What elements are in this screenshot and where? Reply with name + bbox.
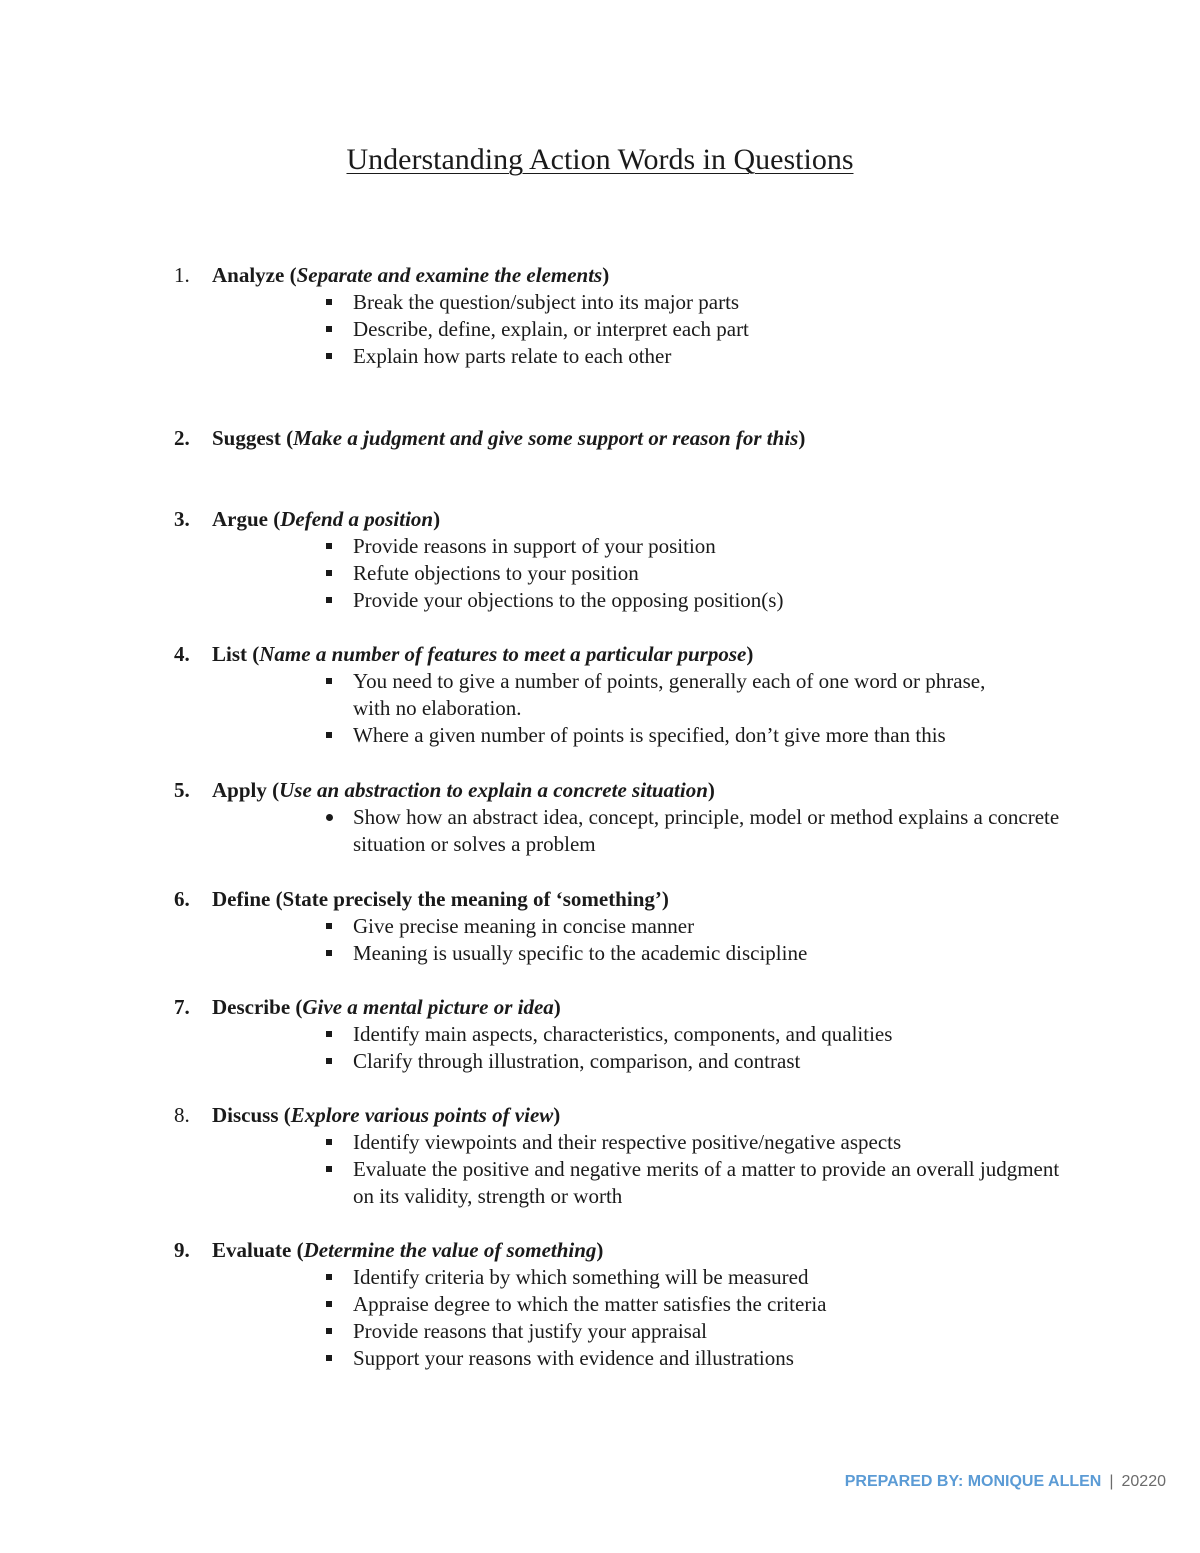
bullet-text: Support your reasons with evidence and illustrations (353, 1346, 794, 1370)
bullet-text: Provide your objections to the opposing position(s) (353, 588, 784, 612)
square-bullet-icon (319, 289, 339, 316)
bullet-item (174, 343, 1134, 370)
square-bullet-icon (319, 1156, 339, 1183)
bullet-item (174, 913, 1134, 940)
bullet-text: You need to give a number of points, generally each of one word or phrase, with no elaboration. (353, 669, 986, 720)
bullet-item (174, 587, 1134, 614)
paren-close: ) (707, 778, 715, 802)
item-description: Defend a position (280, 507, 434, 531)
item-heading (174, 886, 1134, 913)
square-bullet-icon (319, 560, 339, 587)
bullet-text: Explain how parts relate to each other (353, 344, 672, 368)
bullet-item (174, 940, 1134, 967)
item-name: Discuss (212, 1103, 279, 1127)
bullet-text: Appraise degree to which the matter satisfies the criteria (353, 1292, 827, 1316)
bullet-text: Show how an abstract idea, concept, principle, model or method explains a concrete situation or solves a problem (353, 805, 1060, 856)
paren-close: ) (602, 263, 610, 287)
item-argue (174, 506, 1134, 614)
item-description: Separate and examine the elements (296, 263, 603, 287)
square-bullet-icon (319, 940, 339, 967)
footer-code: 20220 (1121, 1473, 1166, 1490)
item-discuss (174, 1102, 1134, 1210)
paren-open: ( (268, 507, 281, 531)
item-evaluate (174, 1237, 1134, 1372)
square-bullet-icon (319, 533, 339, 560)
bullet-text: Identify viewpoints and their respective positive/negative aspects (353, 1130, 902, 1154)
item-name: Apply (212, 778, 267, 802)
item-name: Describe (212, 995, 291, 1019)
item-description: Make a judgment and give some support or reason for this (293, 426, 799, 450)
paren-open: ( (291, 1238, 304, 1262)
prepared-by: PREPARED BY: MONIQUE ALLEN (844, 1473, 1102, 1490)
item-number: 6. (174, 887, 190, 911)
page-footer (845, 1473, 1166, 1491)
item-suggest (174, 425, 1134, 452)
bullet-text: Give precise meaning in concise manner (353, 914, 695, 938)
item-number: 7. (174, 995, 190, 1019)
bullet-item (174, 722, 1134, 749)
paren-close: ) (798, 426, 806, 450)
item-description: Use an abstraction to explain a concrete situation (279, 778, 708, 802)
bullet-item (174, 1318, 1134, 1345)
bullet-text: Evaluate the positive and negative merits of a matter to provide an overall judgment on its validity, strength or worth (353, 1157, 1060, 1208)
square-bullet-icon (319, 1021, 339, 1048)
bullet-item (174, 1129, 1134, 1156)
item-heading (174, 1237, 1134, 1264)
bullet-item (174, 1264, 1134, 1291)
bullet-text: Provide reasons in support of your position (353, 534, 716, 558)
bullet-text: Clarify through illustration, comparison, and contrast (353, 1049, 801, 1073)
item-name: Suggest (212, 426, 281, 450)
item-apply (174, 777, 1134, 858)
bullet-text: Describe, define, explain, or interpret each part (353, 317, 749, 341)
bullet-item (174, 1291, 1134, 1318)
bullet-text: Break the question/subject into its major parts (353, 290, 740, 314)
paren-close: ) (553, 995, 561, 1019)
square-bullet-icon (319, 668, 339, 695)
item-description: Determine the value of something (303, 1238, 597, 1262)
paren-close: ) (433, 507, 441, 531)
page-title: Understanding Action Words in Questions (346, 143, 854, 176)
item-heading (174, 641, 1134, 668)
bullet-text: Provide reasons that justify your appraisal (353, 1319, 708, 1343)
item-name: Define (State precisely the meaning of ‘something’) (212, 887, 669, 911)
square-bullet-icon (319, 1048, 339, 1075)
square-bullet-icon (319, 316, 339, 343)
bullet-text: Refute objections to your position (353, 561, 639, 585)
item-heading (174, 1102, 1134, 1129)
bullet-item (174, 1345, 1134, 1372)
bullet-item (174, 560, 1134, 587)
item-number: 4. (174, 642, 190, 666)
bullet-text: Where a given number of points is specified, don’t give more than this (353, 723, 946, 747)
item-number: 3. (174, 507, 190, 531)
square-bullet-icon (319, 722, 339, 749)
item-heading (174, 425, 1134, 452)
item-name: Analyze (212, 263, 285, 287)
item-number: 8. (174, 1103, 190, 1127)
item-name: Argue (212, 507, 268, 531)
square-bullet-icon (319, 343, 339, 370)
item-name: Evaluate (212, 1238, 292, 1262)
item-description: Name a number of features to meet a particular purpose (259, 642, 747, 666)
square-bullet-icon (319, 913, 339, 940)
bullet-text: Identify criteria by which something will be measured (353, 1265, 809, 1289)
bullet-item (174, 316, 1134, 343)
item-name: List (212, 642, 248, 666)
bullet-item (174, 1048, 1134, 1075)
item-number: 9. (174, 1238, 190, 1262)
item-heading (174, 506, 1134, 533)
bullet-item (174, 804, 1069, 858)
paren-open: ( (284, 263, 297, 287)
item-describe (174, 994, 1134, 1075)
paren-close: ) (746, 642, 754, 666)
square-bullet-icon (319, 1345, 339, 1372)
paren-open: ( (278, 1103, 291, 1127)
bullet-item (174, 533, 1134, 560)
item-number: 2. (174, 426, 190, 450)
item-heading (174, 777, 1134, 804)
item-list (174, 641, 1134, 749)
item-description: Give a mental picture or idea (302, 995, 554, 1019)
item-heading (174, 994, 1134, 1021)
bullet-item (174, 668, 993, 722)
paren-open: ( (247, 642, 260, 666)
square-bullet-icon (319, 1291, 339, 1318)
item-number: 1. (174, 263, 190, 287)
square-bullet-icon (319, 1318, 339, 1345)
bullet-item (174, 1156, 1063, 1210)
square-bullet-icon (319, 1264, 339, 1291)
item-description: Explore various points of view (290, 1103, 554, 1127)
paren-open: ( (280, 426, 294, 450)
square-bullet-icon (319, 1129, 339, 1156)
item-define (174, 886, 1134, 967)
bullet-item (174, 289, 1134, 316)
paren-close: ) (553, 1103, 561, 1127)
bullet-item (174, 1021, 1134, 1048)
item-number: 5. (174, 778, 190, 802)
square-bullet-icon (319, 587, 339, 614)
item-analyze (174, 262, 1134, 370)
item-heading (174, 262, 1134, 289)
round-bullet-icon (319, 804, 339, 831)
paren-open: ( (266, 778, 280, 802)
bullet-text: Meaning is usually specific to the academic discipline (353, 941, 808, 965)
bullet-text: Identify main aspects, characteristics, components, and qualities (353, 1022, 893, 1046)
paren-close: ) (596, 1238, 604, 1262)
paren-open: ( (290, 995, 303, 1019)
footer-separator: | (1109, 1473, 1114, 1490)
